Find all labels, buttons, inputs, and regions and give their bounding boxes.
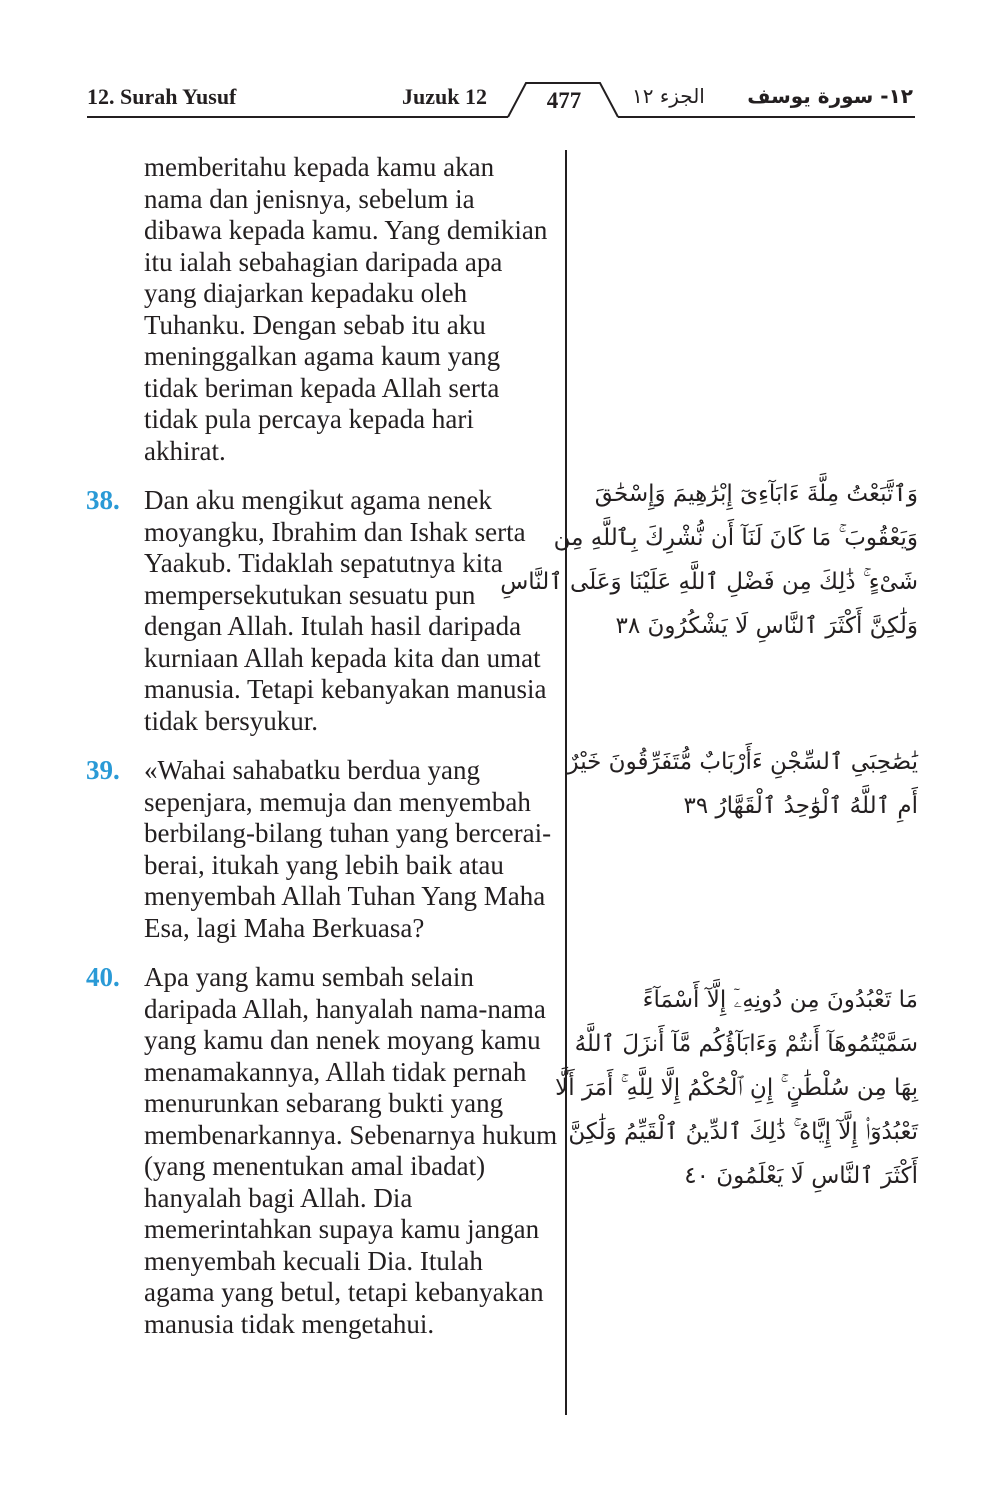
verse-text: Apa yang kamu sembah selain daripada Allah, hanyalah nama-nama yang kamu dan nenek moyang kamu menamakannya, Allah tidak pernah menurunkan sebarang bukti yang membenarkannya. Sebenarnya hukum (yang menentukan amal ibadat) hanyalah bagi Allah. Dia memerintahkan supaya kamu jangan menyembah kecuali Dia. Itulah agama yang betul, tetapi kebanyakan manusia tidak mengetahui. xyxy=(144,962,558,1339)
arabic-ayah-40 xyxy=(555,978,918,1198)
arabic-line: سَمَّيْتُمُوهَآ أَنتُمْ وَءَابَآؤُكُم مَّآ أَنزَلَ ٱللَّهُ xyxy=(574,1031,918,1057)
translation-column xyxy=(86,152,558,1340)
juz-label-arabic: الجزء ١٢ xyxy=(632,84,705,108)
arabic-line: يَٰصَٰحِبَىِ ٱلسِّجْنِ ءَأَرْبَابٌ مُّتَفَرِّقُونَ خَيْرٌ xyxy=(567,749,918,775)
verse-40 xyxy=(86,962,558,1340)
verse-37-continued xyxy=(86,152,558,467)
arabic-line: تَعْبُدُوٓا۟ إِلَّآ إِيَّاهُ ۚ ذَٰلِكَ ٱلدِّينُ ٱلْقَيِّمُ وَلَٰكِنَّ xyxy=(568,1119,918,1145)
juz-label-latin: Juzuk 12 xyxy=(402,84,487,109)
page-number: 477 xyxy=(546,88,582,113)
arabic-line: وَٱتَّبَعْتُ مِلَّةَ ءَابَآءِىٓ إِبْرَٰهِيمَ وَإِسْحَٰقَ xyxy=(594,481,918,507)
surah-title-latin: 12. Surah Yusuf xyxy=(87,84,237,109)
verse-number: 39. xyxy=(86,755,120,785)
verse-number: 38. xyxy=(86,485,120,515)
verse-text: «Wahai sahabatku berdua yang sepenjara, memuja dan menyembah berbilang-bilang tuhan yang bercerai-berai, itukah yang lebih baik atau menyembah Allah Tuhan Yang Maha Esa, lagi Maha Berkuasa? xyxy=(144,755,552,943)
arabic-line: شَىْءٍ ۚ ذَٰلِكَ مِن فَضْلِ ٱللَّهِ عَلَيْنَا وَعَلَى ٱلنَّاسِ xyxy=(500,569,918,595)
arabic-line: أَكْثَرَ ٱلنَّاسِ لَا يَعْلَمُونَ ٤٠ xyxy=(684,1163,918,1189)
arabic-line: مَا تَعْبُدُونَ مِن دُونِهِۦٓ إِلَّآ أَسْمَآءً xyxy=(642,987,918,1013)
arabic-ayah-38 xyxy=(500,472,918,648)
column-divider xyxy=(565,150,567,1415)
arabic-line: وَيَعْقُوبَ ۚ مَا كَانَ لَنَآ أَن نُّشْرِكَ بِٱللَّهِ مِن xyxy=(553,525,918,551)
verse-text: Dan aku mengikut agama nenek moyangku, Ibrahim dan Ishak serta Yaakub. Tidaklah sepatutnya kita mempersekutukan sesuatu pun dengan Allah. Itulah hasil daripada kurniaan Allah kepada kita dan umat manusia. Tetapi kebanyakan manusia tidak bersyukur. xyxy=(144,485,547,736)
verse-number: 40. xyxy=(86,962,120,992)
page-header xyxy=(0,0,1000,130)
surah-title-arabic: ١٢- سورة يوسف xyxy=(747,84,913,108)
verse-38 xyxy=(86,485,558,737)
arabic-line: أَمِ ٱللَّهُ ٱلْوَٰحِدُ ٱلْقَهَّارُ ٣٩ xyxy=(683,793,918,819)
arabic-line: بِهَا مِن سُلْطَٰنٍ ۚ إِنِ ٱلْحُكْمُ إِلَّا لِلَّهِ ۚ أَمَرَ أَلَّا xyxy=(555,1075,918,1101)
verse-39 xyxy=(86,755,558,944)
arabic-ayah-39 xyxy=(567,740,918,828)
arabic-line: وَلَٰكِنَّ أَكْثَرَ ٱلنَّاسِ لَا يَشْكُرُونَ ٣٨ xyxy=(615,613,918,639)
verse-text: memberitahu kepada kamu akan nama dan jenisnya, sebelum ia dibawa kepada kamu. Yang demikian itu ialah sebahagian daripada apa yang diajarkan kepadaku oleh Tuhanku. Dengan sebab itu aku meninggalkan agama kaum yang tidak beriman kepada Allah serta tidak pula percaya kepada hari akhirat. xyxy=(144,152,548,466)
header-rule xyxy=(0,0,1000,130)
